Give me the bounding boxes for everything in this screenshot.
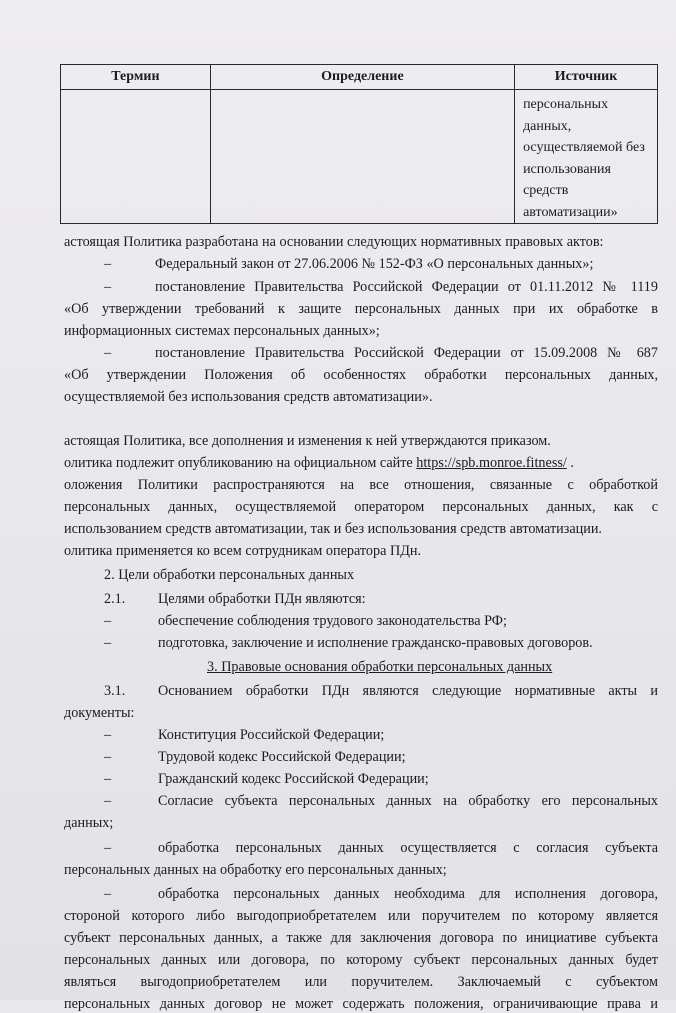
policy-paragraph [64,455,574,472]
header-term: Термин [61,65,211,90]
header-source: Источник [515,65,658,90]
source-line: персональных [523,97,609,112]
policy-paragraph: астоящая Политика, все дополнения и изменения к ней утверждаются приказом. [64,433,551,449]
list-item: постановление Правительства Российской Федерации от 01.11.2012 № 1119 [155,279,658,295]
list-item: постановление Правительства Российской Федерации от 15.09.2008 № 687 [155,345,658,361]
dash-marker: – [104,749,112,765]
list-item-continued: осуществляемой без использования средств автоматизации». [64,389,433,405]
list-item-continued: субъект персональных данных, а также для заключения договора по инициативе субъекта [64,930,658,946]
list-item-continued: персональных данных или договора, по которому субъект персональных данных будет [64,952,658,968]
cell-definition [210,90,514,224]
list-item: Конституция Российской Федерации; [158,727,385,743]
list-item-continued: стороной которого либо выгодоприобретателем или поручителем по которому является [64,908,658,924]
dash-marker: – [104,345,112,361]
list-item: обеспечение соблюдения трудового законодательства РФ; [158,613,507,629]
list-item: Гражданский кодекс Российской Федерации; [158,771,429,787]
policy-paragraph-continued: использованием средств автоматизации, так и без использования средств автоматизации. [64,521,602,537]
list-item: Трудовой кодекс Российской Федерации; [158,749,406,765]
list-item: обработка персональных данных осуществляется с согласия субъекта [158,840,658,856]
section-heading: 2. Цели обработки персональных данных [104,567,355,583]
list-item: подготовка, заключение и исполнение гражданско-правовых договоров. [158,635,593,651]
policy-paragraph: олитика применяется ко всем сотрудникам оператора ПДн. [64,543,422,559]
policy-text: олитика подлежит опубликованию на официальном сайте [64,455,417,471]
source-line: данных, [523,118,572,134]
cell-term [61,90,211,224]
list-item-continued: персональных данных на обработку его персональных данных; [64,862,447,878]
header-definition: Определение [210,65,514,90]
table-row [61,90,658,224]
section-lead: Основанием обработки ПДн являются следующие нормативные акты и [158,683,658,699]
dash-marker: – [104,793,112,809]
policy-paragraph: оложения Политики распространяются на все отношения, связанные с обработкой [64,477,658,493]
dash-marker: – [104,886,112,902]
site-link[interactable]: https://spb.monroe.fitness/ [416,455,567,471]
dash-marker: – [104,840,112,856]
list-item: Федеральный закон от 27.06.2006 № 152-ФЗ «О персональных данных»; [155,256,594,272]
list-item-continued: «Об утверждении Положения об особенностях обработки персональных данных, [64,367,658,383]
list-item-continued: данных; [64,815,114,831]
section-lead: Целями обработки ПДн являются: [158,591,366,607]
dash-marker: – [104,256,112,272]
source-line: осуществляемой без [523,140,645,155]
section-number: 2.1. [104,591,126,607]
list-item-continued: персональных данных договор не может содержать положения, ограничивающие права и [64,996,658,1012]
list-item-continued: информационных системах персональных данных»; [64,323,380,339]
cell-source [515,90,658,224]
dash-marker: – [104,279,112,295]
section-lead-continued: документы: [64,705,135,721]
dash-marker: – [104,613,112,629]
list-item-continued: «Об утверждении требований к защите персональных данных при их обработке в [64,301,658,317]
source-line: автоматизации» [523,204,618,220]
source-line: средств [523,183,569,198]
list-item-continued: являться выгодоприобретателем или поручителем. Заключаемый с субъектом [64,974,658,990]
list-item: обработка персональных данных необходима для исполнения договора, [158,886,658,902]
intro-line: астоящая Политика разработана на основании следующих нормативных правовых актов: [64,234,604,250]
policy-paragraph-continued: персональных данных, осуществляемой оператором персональных данных, как с [64,499,658,515]
dash-marker: – [104,635,112,651]
source-line: использования [523,161,611,177]
policy-text: . [566,455,574,471]
dash-marker: – [104,727,112,743]
section-heading: 3. Правовые основания обработки персональных данных [207,659,553,675]
dash-marker: – [104,771,112,787]
list-item: Согласие субъекта персональных данных на обработку его персональных [158,793,658,809]
section-number: 3.1. [104,683,126,699]
table-header-row [61,65,658,90]
terms-table [60,64,658,224]
